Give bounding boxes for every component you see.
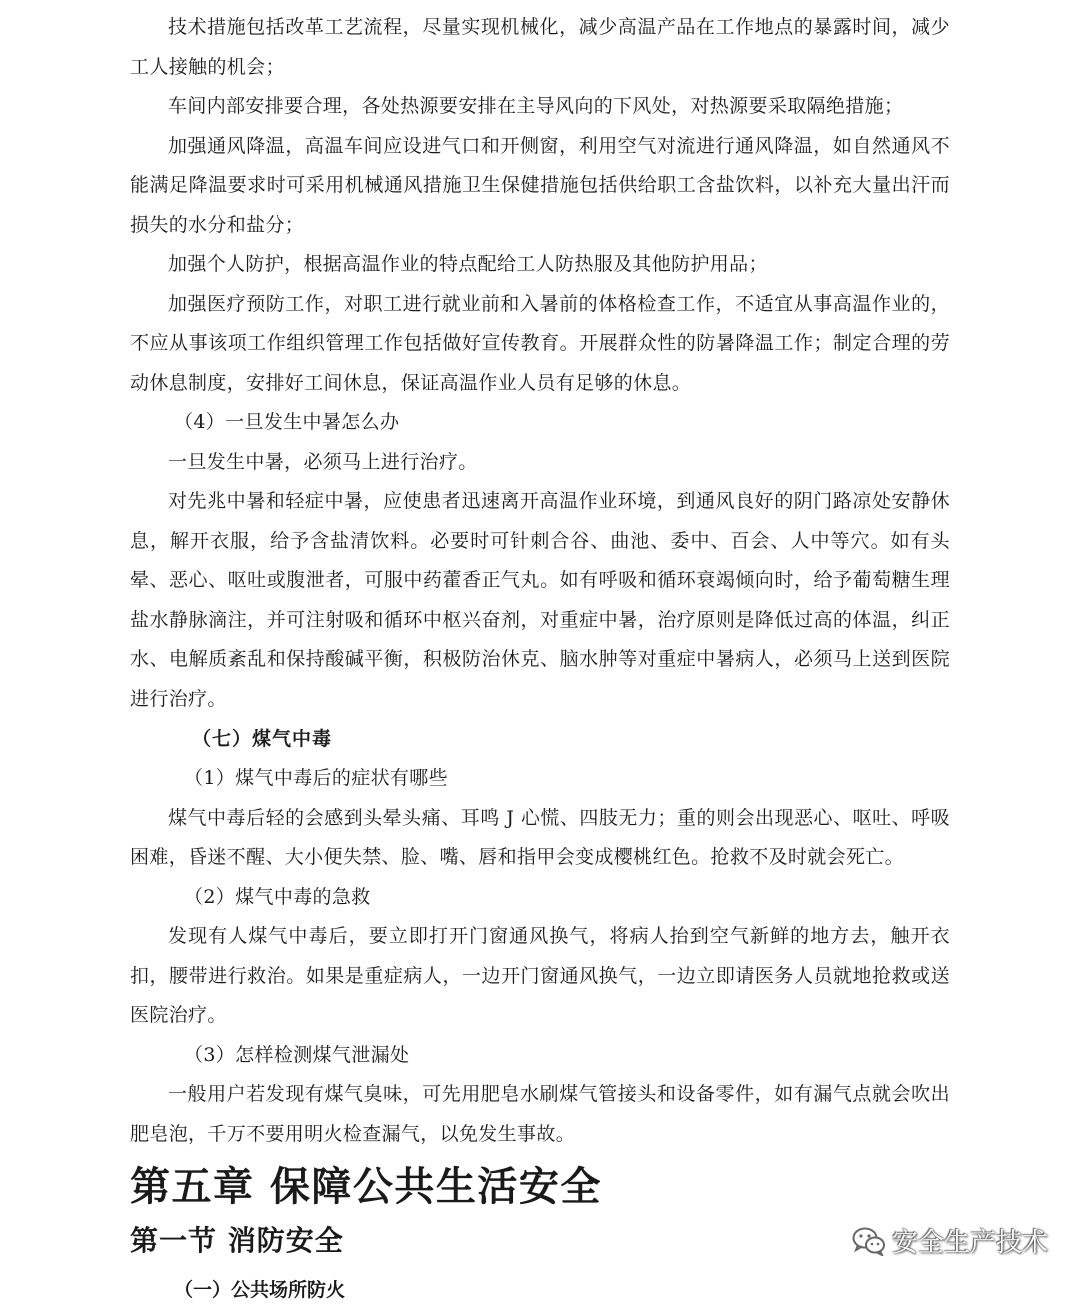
subsection-title: （一）公共场所防火: [174, 1279, 346, 1301]
heading-gas-first-aid: （2）煤气中毒的急救: [184, 885, 371, 908]
wechat-icon: [852, 1226, 886, 1256]
paragraph-workshop-layout: 车间内部安排要合理，各处热源要安排在主导风向的下风处，对热源要采取隔绝措施；: [168, 95, 904, 117]
heading-heatstroke-response: （4）一旦发生中暑怎么办: [174, 411, 400, 433]
section-title-gas-poisoning: （七）煤气中毒: [192, 728, 333, 750]
document-page: [130, 8, 950, 1312]
paragraph-ventilation: 加强通风降温，高温车间应设进气口和开侧窗，利用空气对流进行通风降温，如自然通风不能满足降温要求时可采用机械通风措施卫生保健措施包括供给职工含盐饮料，以补充大量出汗而损失的水分和盐分；: [130, 134, 950, 236]
heading-gas-leak-detection: （3）怎样检测煤气泄漏处: [184, 1043, 410, 1066]
paragraph-gas-first-aid: 发现有人煤气中毒后，要立即打开门窗通风换气，将病人抬到空气新鲜的地方去，触开衣扣，腰带进行救治。如果是重症病人，一边开门窗通风换气，一边立即请医务人员就地抢救或送医院治疗。: [130, 925, 950, 1026]
watermark-text: 安全生产技术: [891, 1228, 1048, 1258]
section-title: 第一节 消防安全: [130, 1224, 344, 1257]
heading-gas-symptoms: （1）煤气中毒后的症状有哪些: [184, 767, 448, 789]
chapter-title: 第五章 保障公共生活安全: [130, 1164, 602, 1210]
paragraph-technical-measures: 技术措施包括改革工艺流程，尽量实现机械化，减少高温产品在工作地点的暴露时间，减少工人接触的机会；: [130, 16, 950, 78]
paragraph-gas-leak-detection: 一般用户若发现有煤气臭味，可先用肥皂水刷煤气管接头和设备零件，如有漏气点就会吹出肥皂泡，千万不要用明火检查漏气，以免发生事故。: [130, 1083, 950, 1145]
paragraph-gas-symptoms: 煤气中毒后轻的会感到头晕头痛、耳鸣 J 心慌、四肢无力；重的则会出现恶心、呕吐、呼吸困难，昏迷不醒、大小便失禁、脸、嘴、唇和指甲会变成樱桃红色。抢救不及时就会死亡。: [130, 806, 950, 868]
paragraph-medical-prevention: 加强医疗预防工作，对职工进行就业前和入暑前的体格检查工作，不适宜从事高温作业的，不应从事该项工作组织管理工作包括做好宣传教育。开展群众性的防暑降温工作；制定合理的劳动休息制度，安排好工间休息，保证高温作业人员有足够的休息。: [130, 292, 950, 394]
paragraph-heatstroke-treat: 一旦发生中暑，必须马上进行治疗。: [168, 450, 478, 473]
paragraph-heatstroke-detail: 对先兆中暑和轻症中暑，应使患者迅速离开高温作业环境，到通风良好的阴门路凉处安静休息，解开衣服，给予含盐清饮料。必要时可针刺合谷、曲池、委中、百会、人中等穴。如有头晕、恶心、呕吐或腹泄者，可服中药藿香正气丸。如有呼吸和循环衰竭倾向时，给予葡萄糖生理盐水静脉滴注，并可注射吸和循环中枢兴奋剂，对重症中暑，治疗原则是降低过高的体温，纠正水、电解质紊乱和保持酸碱平衡，积极防治休克、脑水肿等对重症中暑病人，必须马上送到医院进行治疗。: [130, 490, 950, 710]
paragraph-personal-protection: 加强个人防护，根据高温作业的特点配给工人防热服及其他防护用品；: [168, 253, 768, 275]
watermark: [852, 1222, 1048, 1259]
